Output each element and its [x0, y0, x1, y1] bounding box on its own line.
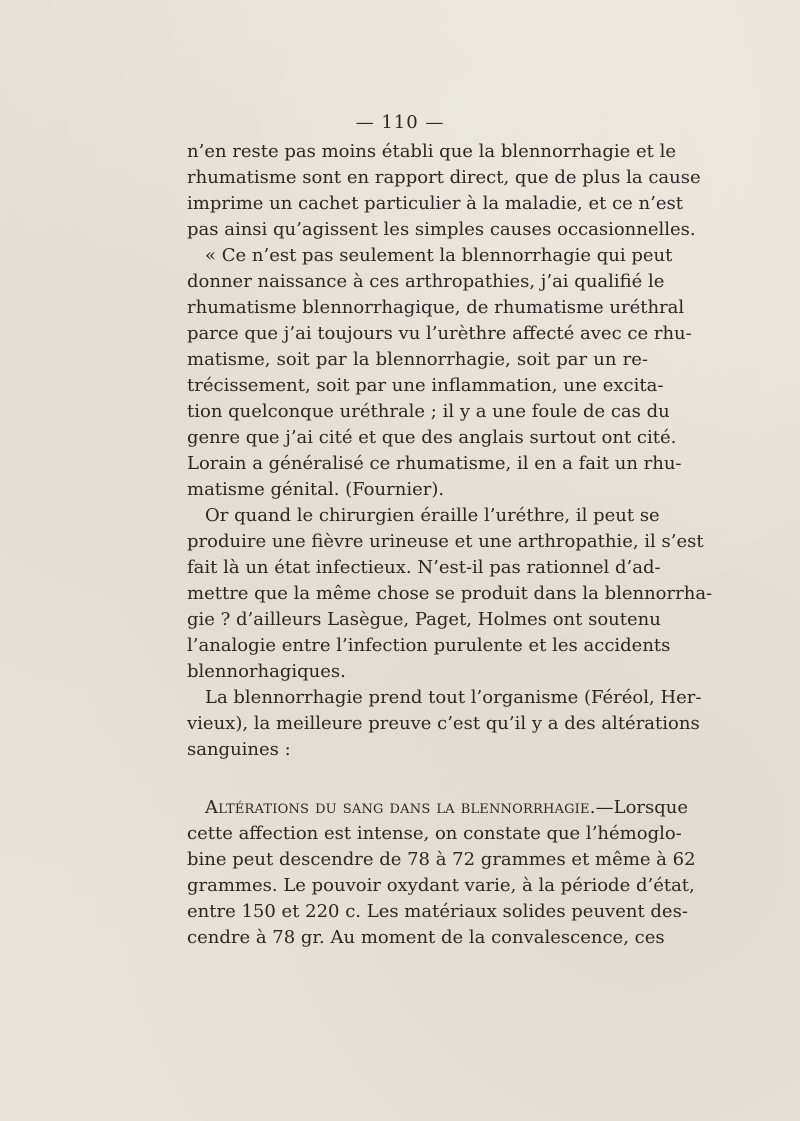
- text-line: rhumatisme sont en rapport direct, que de plus la cause: [187, 167, 701, 188]
- paragraph-2: [187, 243, 692, 503]
- text-line: cette affection est intense, on constate que l’hémoglo-: [187, 823, 682, 844]
- text-line: parce que j’ai toujours vu l’urèthre affecté avec ce rhu-: [187, 323, 692, 344]
- text-line: gie ? d’ailleurs Lasègue, Paget, Holmes ont soutenu: [187, 609, 661, 630]
- text-line: trécissement, soit par une inflammation, une excita-: [187, 375, 664, 396]
- text-line: cendre à 78 gr. Au moment de la convalescence, ces: [187, 927, 665, 948]
- text-line: sanguines :: [187, 739, 291, 760]
- section-gap: [187, 763, 648, 795]
- text-line: produire une fièvre urineuse et une arthropathie, il s’est: [187, 531, 704, 552]
- section-heading: Altérations du sang dans la blennorrhagie.: [205, 797, 596, 818]
- section-first-line: [187, 795, 689, 821]
- text-line: vieux), la meilleure preuve c’est qu’il y a des altérations: [187, 713, 700, 734]
- text-line: imprime un cachet particulier à la maladie, et ce n’est: [187, 193, 683, 214]
- text-line: genre que j’ai cité et que des anglais surtout ont cité.: [187, 427, 677, 448]
- page-number: — 110 —: [355, 112, 445, 133]
- text-line: donner naissance à ces arthropathies, j’ai qualifié le: [187, 271, 665, 292]
- text-line: Lorain a généralisé ce rhumatisme, il en a fait un rhu-: [187, 453, 682, 474]
- paragraph-3: [187, 503, 713, 685]
- text-line: Or quand le chirurgien éraille l’uréthre, il peut se: [205, 505, 660, 526]
- text-line: fait là un état infectieux. N’est-il pas rationnel d’ad-: [187, 557, 661, 578]
- text-line: bine peut descendre de 78 à 72 grammes et même à 62: [187, 849, 696, 870]
- text-line: n’en reste pas moins établi que la blennorrhagie et le: [187, 141, 677, 162]
- section-paragraph: [187, 795, 696, 951]
- section-first-line-rest: —Lorsque: [595, 797, 689, 818]
- text-line: rhumatisme blennorrhagique, de rhumatisme uréthral: [187, 297, 685, 318]
- text-line: mettre que la même chose se produit dans la blennorrha-: [187, 583, 713, 604]
- paragraph-4: [187, 685, 702, 763]
- text-line: blennorhagiques.: [187, 661, 346, 682]
- text-line: matisme génital. (Fournier).: [187, 479, 445, 500]
- paragraph-1: [187, 139, 701, 243]
- text-line: matisme, soit par la blennorrhagie, soit par un re-: [187, 349, 648, 370]
- text-line: l’analogie entre l’infection purulente et les accidents: [187, 635, 671, 656]
- text-line: La blennorrhagie prend tout l’organisme (Féréol, Her-: [205, 687, 702, 708]
- text-line: tion quelconque uréthrale ; il y a une foule de cas du: [187, 401, 670, 422]
- text-line: « Ce n’est pas seulement la blennorrhagie qui peut: [205, 245, 673, 266]
- text-line: entre 150 et 220 c. Les matériaux solides peuvent des-: [187, 901, 688, 922]
- text-line: pas ainsi qu’agissent les simples causes occasionnelles.: [187, 219, 696, 240]
- text-line: grammes. Le pouvoir oxydant varie, à la période d’état,: [187, 875, 695, 896]
- page-body: [187, 139, 713, 951]
